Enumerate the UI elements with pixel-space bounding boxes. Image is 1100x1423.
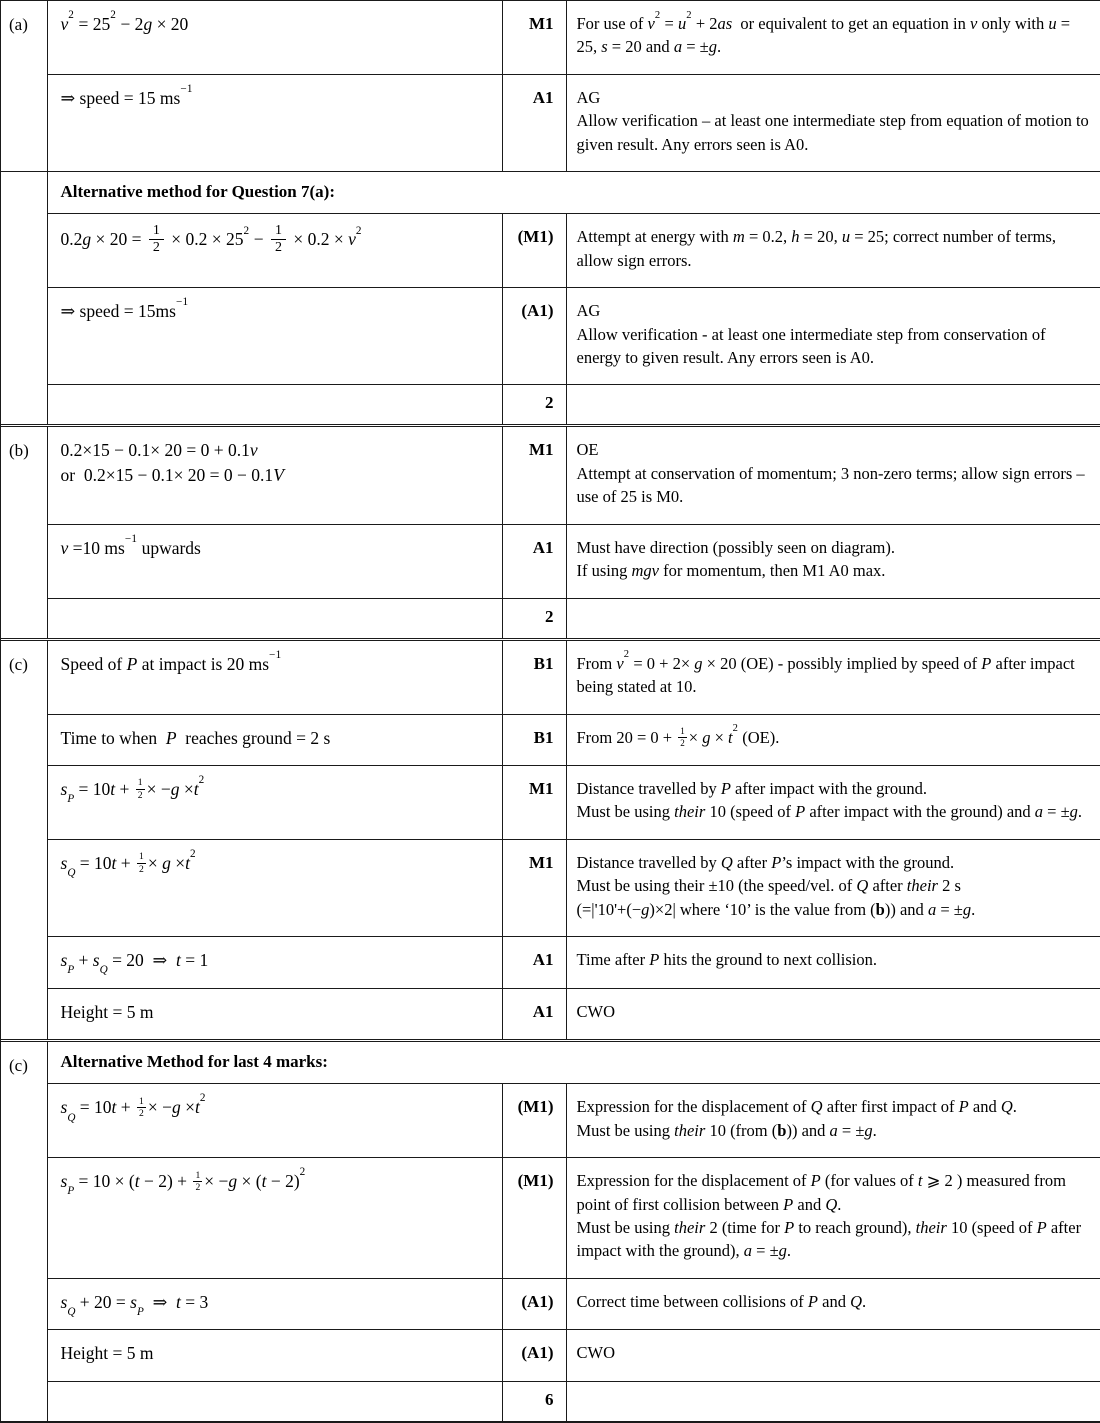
working-cell: $s_P = 10t$ + $\frac{1}{2}$ × $-g \times t^2$ xyxy=(47,766,502,840)
comment-cell: From $v^2 = 0 + 2\times g \times 20$ (OE) - possibly implied by speed of P after impact being stated at 10. xyxy=(576,649,1075,697)
working-cell: 0.2g × 20 = $\frac{1}{2}$ × $0.2 \times 25^2$ − $\frac{1}{2}$ × $0.2 \times v^2$ xyxy=(47,214,502,288)
mark-cell: (A1) xyxy=(502,288,566,385)
table-row xyxy=(1,524,1100,598)
part-label: (c) xyxy=(1,639,47,1039)
table-row xyxy=(1,1330,1100,1382)
mark-cell: A1 xyxy=(502,74,566,171)
working-cell: 0.2×15 − 0.1× 20 = 0 + 0.1v or 0.2×15 − 0.1× 20 = 0 − 0.1V xyxy=(60,440,284,485)
working-cell: $s_Q + 20 = s_P$ ⇒ t = 3 xyxy=(47,1278,502,1330)
mark-cell: B1 xyxy=(502,639,566,714)
table-row xyxy=(1,839,1100,936)
mark-cell: (M1) xyxy=(502,1158,566,1279)
comment-cell: OE Attempt at conservation of momentum; 3 non-zero terms; allow sign errors – use of 25 is M0. xyxy=(576,440,1085,507)
table-row xyxy=(1,598,1100,638)
table-row xyxy=(1,1381,1100,1421)
table-row xyxy=(1,988,1100,1039)
comment-cell: For use of $v^2 = u^2 + 2as$ or equivalent to get an equation in v only with u = 25, s = 20 and a = ±g. xyxy=(576,9,1071,57)
comment-cell: AG Allow verification - at least one intermediate step from conservation of energy to given result. Any errors seen is A0. xyxy=(566,288,1100,385)
section-7c-alt xyxy=(1,1039,1100,1421)
mark-cell: M1 xyxy=(502,1,566,75)
comment-cell: CWO xyxy=(566,988,1100,1039)
part-label: (a) xyxy=(1,1,47,172)
part-label xyxy=(1,172,47,425)
total-spacer-cell xyxy=(566,598,1100,638)
comment-cell: Attempt at energy with m = 0.2, h = 20, u = 25; correct number of terms, allow sign errors. xyxy=(566,214,1100,288)
table-row xyxy=(1,426,1100,524)
mark-cell: A1 xyxy=(502,524,566,598)
table-row xyxy=(1,1041,1100,1084)
table-row xyxy=(1,214,1100,288)
table-row xyxy=(1,1278,1100,1330)
section-7b xyxy=(1,424,1100,637)
table-row xyxy=(1,714,1100,766)
working-cell: $s_Q = 10t$ + $\frac{1}{2}$ × $-g \times t^2$ xyxy=(47,1084,502,1158)
comment-cell: Distance travelled by Q after P’s impact with the ground. Must be using their ±10 (the speed/vel. of Q after their 2 s (=|'10'+(−g)×2| where ‘10’ is the value from (b)) and a = ±g. xyxy=(566,839,1100,936)
working-cell: Speed of P at impact is 20 $ms^{-1}$ xyxy=(60,648,282,674)
total-spacer-cell xyxy=(566,1381,1100,1421)
table-row xyxy=(1,1158,1100,1279)
total-spacer-cell xyxy=(47,598,502,638)
comment-cell: Expression for the displacement of Q after first impact of P and Q. Must be using their 10 (from (b)) and a = ±g. xyxy=(566,1084,1100,1158)
comment-cell: AG Allow verification – at least one intermediate step from equation of motion to given result. Any errors seen is A0. xyxy=(566,74,1100,171)
table-row xyxy=(1,1084,1100,1158)
table-row xyxy=(1,172,1100,214)
working-cell: ⇒ speed = $15ms^{-1}$ xyxy=(47,288,502,385)
working-cell: $s_Q = 10t$ + $\frac{1}{2}$ × $g \times t^2$ xyxy=(47,839,502,936)
section-7a xyxy=(1,0,1100,171)
working-cell: Time to when P reaches ground = 2 s xyxy=(47,714,502,766)
comment-cell: Correct time between collisions of P and Q. xyxy=(566,1278,1100,1330)
comment-cell: Must have direction (possibly seen on diagram). If using mgv for momentum, then M1 A0 max. xyxy=(566,524,1100,598)
total-spacer-cell xyxy=(566,385,1100,425)
mark-cell: B1 xyxy=(502,714,566,766)
comment-cell: Time after P hits the ground to next collision. xyxy=(566,937,1100,989)
table-row xyxy=(1,74,1100,171)
working-cell: v =10 $ms^{-1}$ upwards xyxy=(47,524,502,598)
mark-cell: (A1) xyxy=(502,1278,566,1330)
section-7c xyxy=(1,638,1100,1039)
working-cell: $s_P = 10 \times (t - 2)$ + $\frac{1}{2}$ × $-g \times (t - 2)^2$ xyxy=(47,1158,502,1279)
table-row xyxy=(1,385,1100,425)
mark-cell: (M1) xyxy=(502,214,566,288)
mark-cell: M1 xyxy=(502,426,566,524)
working-cell: Height = 5 m xyxy=(47,988,502,1039)
comment-cell: CWO xyxy=(566,1330,1100,1382)
total-spacer-cell xyxy=(47,385,502,425)
mark-cell: M1 xyxy=(502,839,566,936)
mark-cell: (A1) xyxy=(502,1330,566,1382)
table-row xyxy=(1,1,1100,75)
total-marks-cell: 2 xyxy=(502,385,566,425)
total-spacer-cell xyxy=(47,1381,502,1421)
working-cell: $s_P + s_Q = 20$ ⇒ t = 1 xyxy=(47,937,502,989)
comment-cell: Expression for the displacement of P (for values of t ⩾ 2 ) measured from point of first collision between P and Q. Must be using their 2 (time for P to reach ground), their 10 (speed of P after impact with the ground), a = ±g. xyxy=(566,1158,1100,1279)
total-marks-cell: 6 xyxy=(502,1381,566,1421)
working-cell: ⇒ speed = 15 $ms^{-1}$ xyxy=(47,74,502,171)
mark-cell: A1 xyxy=(502,937,566,989)
comment-cell: Distance travelled by P after impact with the ground. Must be using their 10 (speed of P after impact with the ground) and a = ±g. xyxy=(566,766,1100,840)
table-row xyxy=(1,639,1100,714)
section-header: Alternative method for Question 7(a): xyxy=(60,182,335,202)
table-row xyxy=(1,937,1100,989)
comment-cell: From 20 = 0 + $\frac{1}{2}$ × $g \times t^2$ (OE). xyxy=(566,714,1100,766)
table-row xyxy=(1,288,1100,385)
part-label: (b) xyxy=(1,426,47,638)
table-row xyxy=(1,766,1100,840)
mark-cell: (M1) xyxy=(502,1084,566,1158)
total-marks-cell: 2 xyxy=(502,598,566,638)
section-7a-alt xyxy=(1,171,1100,424)
mark-cell: A1 xyxy=(502,988,566,1039)
working-cell: Height = 5 m xyxy=(47,1330,502,1382)
part-label: (c) xyxy=(1,1041,47,1421)
mark-cell: M1 xyxy=(502,766,566,840)
section-header: Alternative Method for last 4 marks: xyxy=(60,1052,328,1072)
working-cell: $v^2 = 25^2 - 2g \times 20$ xyxy=(60,9,189,34)
